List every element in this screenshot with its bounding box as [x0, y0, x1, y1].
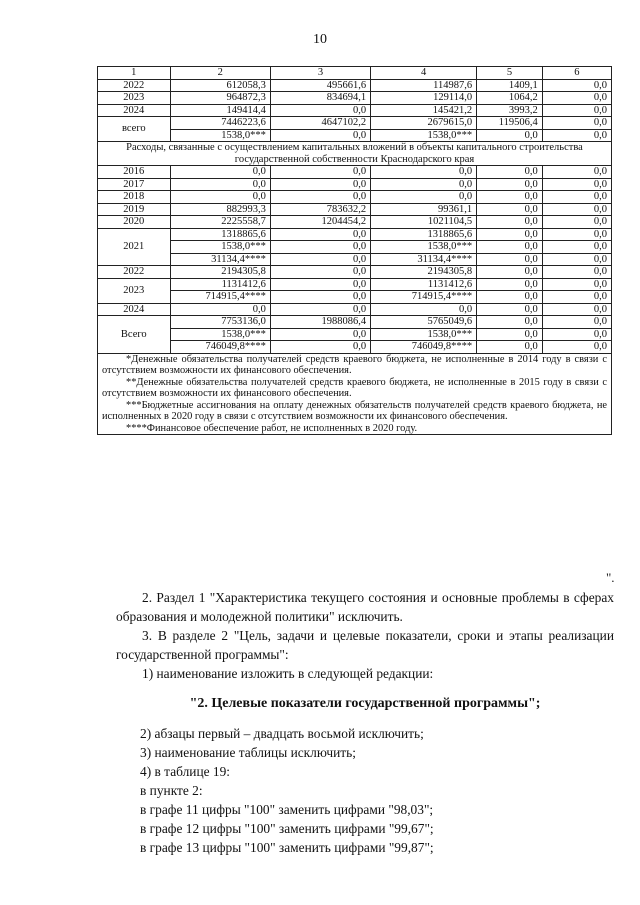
table-row [98, 266, 612, 279]
footnote: **Денежные обязательства получателей средств краевого бюджета, не исполненные в 2015 году в связи с отсутствием возможности их финансового обеспечения. [102, 376, 607, 399]
value-cell: 119506,4 [477, 117, 543, 130]
header-cell: 3 [270, 67, 370, 80]
value-cell: 1409,1 [477, 79, 543, 92]
value-cell: 0,0 [542, 203, 611, 216]
header-cell: 4 [371, 67, 477, 80]
value-cell: 0,0 [542, 92, 611, 105]
paragraph: 2. Раздел 1 "Характеристика текущего состояния и основные проблемы в сферах образования и молодежной политики" исключить. [116, 590, 614, 624]
value-cell: 1318865,6 [371, 228, 477, 241]
value-cell: 0,0 [477, 291, 543, 304]
value-cell: 0,0 [270, 178, 370, 191]
table-row [98, 328, 612, 341]
value-cell: 2194305,8 [170, 266, 270, 279]
year-cell: 2020 [98, 216, 171, 229]
value-cell: 0,0 [371, 178, 477, 191]
table-header-row [98, 67, 612, 80]
value-cell: 0,0 [170, 191, 270, 204]
value-cell: 746049,8**** [170, 341, 270, 354]
value-cell: 612058,3 [170, 79, 270, 92]
value-cell: 0,0 [542, 303, 611, 316]
paragraph: в графе 13 цифры "100" заменить цифрами "99,87"; [140, 840, 434, 855]
value-cell: 0,0 [270, 303, 370, 316]
header-cell: 2 [170, 67, 270, 80]
value-cell: 714915,4**** [371, 291, 477, 304]
value-cell: 0,0 [542, 104, 611, 117]
value-cell: 0,0 [542, 166, 611, 179]
value-cell: 1538,0*** [371, 129, 477, 142]
value-cell: 0,0 [477, 303, 543, 316]
value-cell: 1538,0*** [170, 129, 270, 142]
value-cell: 0,0 [477, 216, 543, 229]
table-row [98, 178, 612, 191]
value-cell: 145421,2 [371, 104, 477, 117]
paragraph: 4) в таблице 19: [140, 764, 231, 779]
total-label-cell: всего [98, 117, 171, 142]
value-cell: 1064,2 [477, 92, 543, 105]
table-row [98, 278, 612, 291]
footnotes-row [98, 353, 612, 435]
table-row [98, 228, 612, 241]
value-cell: 0,0 [270, 228, 370, 241]
footnote: ***Бюджетные ассигнования на оплату денежных обязательств получателей средств краевого бюджета, не исполненных в 2020 году в связи с отсутствием возможности их финансового обеспечения. [102, 399, 607, 422]
table-row [98, 191, 612, 204]
footnote: ****Финансовое обеспечение работ, не исполненных в 2020 году. [126, 422, 418, 434]
paragraph: в графе 11 цифры "100" заменить цифрами "98,03"; [140, 802, 434, 817]
value-cell: 0,0 [270, 253, 370, 266]
value-cell: 1988086,4 [270, 316, 370, 329]
value-cell: 31134,4**** [371, 253, 477, 266]
total-label-cell: Всего [98, 316, 171, 354]
value-cell: 0,0 [542, 253, 611, 266]
footnotes-cell [98, 353, 612, 435]
value-cell: 0,0 [270, 266, 370, 279]
value-cell: 0,0 [170, 303, 270, 316]
budget-table [97, 66, 612, 435]
year-cell: 2022 [98, 79, 171, 92]
value-cell: 0,0 [270, 241, 370, 254]
year-cell: 2021 [98, 228, 171, 266]
value-cell: 783632,2 [270, 203, 370, 216]
section-heading: "2. Целевые показатели государственной программы"; [189, 696, 541, 711]
year-cell: 2019 [98, 203, 171, 216]
header-cell: 6 [542, 67, 611, 80]
year-cell: 2024 [98, 104, 171, 117]
table-row [98, 216, 612, 229]
value-cell: 2225558,7 [170, 216, 270, 229]
value-cell: 1538,0*** [170, 328, 270, 341]
value-cell: 0,0 [542, 291, 611, 304]
value-cell: 0,0 [170, 178, 270, 191]
value-cell: 0,0 [542, 316, 611, 329]
table-row [98, 303, 612, 316]
table-row [98, 92, 612, 105]
value-cell: 0,0 [477, 228, 543, 241]
value-cell: 1538,0*** [170, 241, 270, 254]
value-cell: 149414,4 [170, 104, 270, 117]
value-cell: 0,0 [542, 266, 611, 279]
value-cell: 0,0 [542, 178, 611, 191]
table-row [98, 129, 612, 142]
table-row [98, 166, 612, 179]
value-cell: 0,0 [477, 203, 543, 216]
header-cell: 1 [98, 67, 171, 80]
value-cell: 0,0 [477, 166, 543, 179]
value-cell: 964872,3 [170, 92, 270, 105]
value-cell: 0,0 [542, 328, 611, 341]
value-cell: 0,0 [270, 328, 370, 341]
value-cell: 0,0 [542, 191, 611, 204]
footnote: *Денежные обязательства получателей средств краевого бюджета, не исполненные в 2014 году в связи с отсутствием возможности их финансового обеспечения. [102, 353, 607, 376]
paragraph: в графе 12 цифры "100" заменить цифрами "99,67"; [140, 821, 434, 836]
paragraph: 1) наименование изложить в следующей редакции: [142, 666, 434, 681]
value-cell: 129114,0 [371, 92, 477, 105]
value-cell: 0,0 [270, 129, 370, 142]
document-body [116, 588, 614, 857]
value-cell: 495661,6 [270, 79, 370, 92]
value-cell: 0,0 [371, 191, 477, 204]
table-row [98, 241, 612, 254]
value-cell: 0,0 [477, 191, 543, 204]
value-cell: 114987,6 [371, 79, 477, 92]
year-cell: 2023 [98, 278, 171, 303]
value-cell: 1204454,2 [270, 216, 370, 229]
value-cell: 0,0 [371, 166, 477, 179]
value-cell: 2194305,8 [371, 266, 477, 279]
value-cell: 0,0 [477, 328, 543, 341]
value-cell: 0,0 [542, 278, 611, 291]
year-cell: 2016 [98, 166, 171, 179]
year-cell: 2022 [98, 266, 171, 279]
table-row [98, 117, 612, 130]
table-row [98, 203, 612, 216]
value-cell: 31134,4**** [170, 253, 270, 266]
value-cell: 0,0 [477, 316, 543, 329]
table-row [98, 341, 612, 354]
value-cell: 0,0 [270, 104, 370, 117]
value-cell: 0,0 [477, 129, 543, 142]
value-cell: 7446223,6 [170, 117, 270, 130]
paragraph: 3. В разделе 2 "Цель, задачи и целевые показатели, сроки и этапы реализации государственной программы": [116, 628, 614, 662]
value-cell: 1131412,6 [371, 278, 477, 291]
value-cell: 0,0 [542, 79, 611, 92]
paragraph: в пункте 2: [140, 783, 203, 798]
value-cell: 0,0 [542, 341, 611, 354]
value-cell: 1131412,6 [170, 278, 270, 291]
value-cell: 0,0 [542, 228, 611, 241]
section-title-row [98, 142, 612, 166]
header-cell: 5 [477, 67, 543, 80]
value-cell: 0,0 [477, 278, 543, 291]
table-row [98, 291, 612, 304]
section-title: Расходы, связанные с осуществлением капитальных вложений в объекты капитального строительства государственной собственности Краснодарского края [98, 142, 612, 166]
value-cell: 1021104,5 [371, 216, 477, 229]
value-cell: 0,0 [477, 266, 543, 279]
year-cell: 2023 [98, 92, 171, 105]
value-cell: 0,0 [477, 241, 543, 254]
value-cell: 0,0 [542, 216, 611, 229]
table-row [98, 79, 612, 92]
value-cell: 5765049,6 [371, 316, 477, 329]
year-cell: 2017 [98, 178, 171, 191]
year-cell: 2018 [98, 191, 171, 204]
value-cell: 0,0 [477, 253, 543, 266]
value-cell: 2679615,0 [371, 117, 477, 130]
value-cell: 3993,2 [477, 104, 543, 117]
value-cell: 1318865,6 [170, 228, 270, 241]
value-cell: 0,0 [270, 278, 370, 291]
value-cell: 4647102,2 [270, 117, 370, 130]
paragraph: 2) абзацы первый – двадцать восьмой исключить; [140, 726, 424, 741]
year-cell: 2024 [98, 303, 171, 316]
value-cell: 746049,8**** [371, 341, 477, 354]
value-cell: 0,0 [371, 303, 477, 316]
value-cell: 0,0 [477, 341, 543, 354]
value-cell: 882993,3 [170, 203, 270, 216]
value-cell: 7753136,0 [170, 316, 270, 329]
value-cell: 0,0 [270, 191, 370, 204]
value-cell: 1538,0*** [371, 241, 477, 254]
value-cell: 0,0 [542, 129, 611, 142]
value-cell: 0,0 [542, 241, 611, 254]
value-cell: 0,0 [270, 291, 370, 304]
value-cell: 0,0 [477, 178, 543, 191]
value-cell: 0,0 [170, 166, 270, 179]
paragraph: 3) наименование таблицы исключить; [140, 745, 356, 760]
value-cell: 714915,4**** [170, 291, 270, 304]
value-cell: 0,0 [542, 117, 611, 130]
table-row [98, 316, 612, 329]
value-cell: 834694,1 [270, 92, 370, 105]
page-number: 10 [313, 32, 327, 47]
value-cell: 0,0 [270, 341, 370, 354]
value-cell: 1538,0*** [371, 328, 477, 341]
value-cell: 99361,1 [371, 203, 477, 216]
closing-quote: ". [606, 570, 615, 585]
table-row [98, 253, 612, 266]
table-row [98, 104, 612, 117]
value-cell: 0,0 [270, 166, 370, 179]
